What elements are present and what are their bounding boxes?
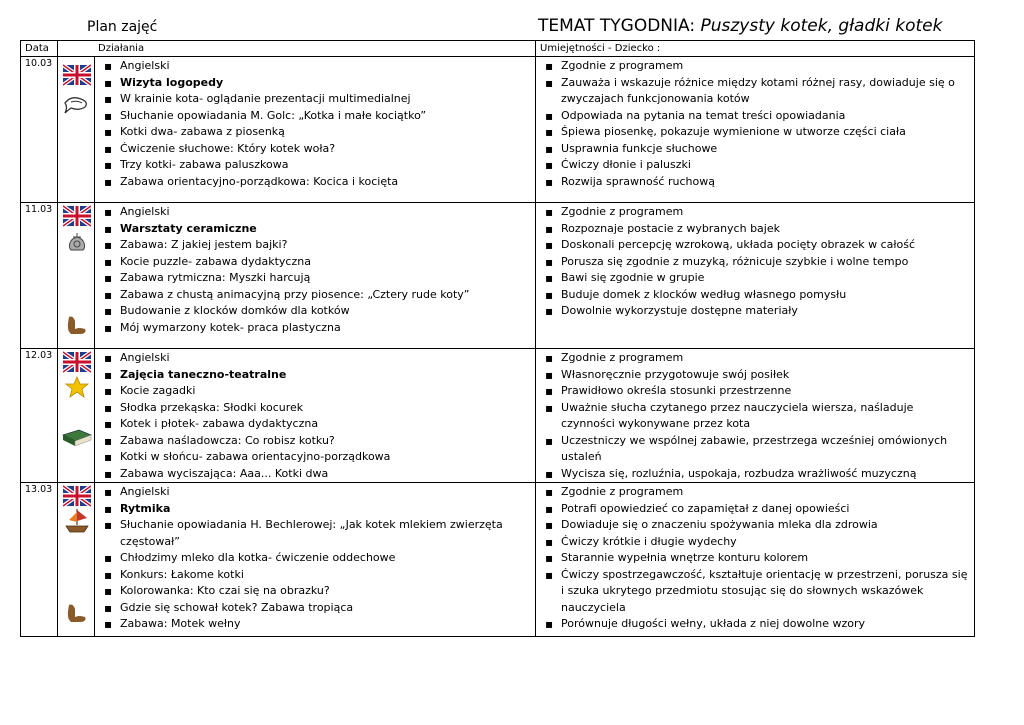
row-icons — [58, 483, 95, 637]
activity-item: ▪ Angielski — [95, 484, 535, 501]
row-icons — [58, 57, 95, 203]
skill-item: ▪ Uczestniczy we wspólnej zabawie, przestrzega wcześniej omówionych ustaleń — [536, 433, 974, 466]
activity-item: ▪ Angielski — [95, 204, 535, 221]
skill-item: ▪ Potrafi opowiedzieć co zapamiętał z danej opowieści — [536, 501, 974, 518]
activity-item: ▪ Zabawa: Motek wełny — [95, 616, 535, 633]
activity-item: ▪ Kolorowanka: Kto czai się na obrazku? — [95, 583, 535, 600]
activity-item: ▪ Zabawa z chustą animacyjną przy piosence: „Cztery rude koty” — [95, 287, 535, 304]
uk-flag-icon — [63, 64, 91, 86]
skills-cell — [536, 483, 975, 637]
activity-item: ▪ W krainie kota- oglądanie prezentacji multimedialnej — [95, 91, 535, 108]
row-date: 12.03 — [21, 349, 58, 483]
theme-prefix: TEMAT TYGODNIA: — [538, 16, 696, 36]
col-activities-header: Działania — [58, 41, 536, 57]
hand-icon — [63, 313, 91, 335]
skill-item: ▪ Doskonali percepcję wzrokową, układa pocięty obrazek w całość — [536, 237, 974, 254]
uk-flag-icon — [63, 205, 91, 227]
skill-item: ▪ Odpowiada na pytania na temat treści opowiadania — [536, 108, 974, 125]
activity-item: ▪ Kotki dwa- zabawa z piosenką — [95, 124, 535, 141]
activity-item: ▪ Kocie zagadki — [95, 383, 535, 400]
activity-item: ▪ Budowanie z klocków domków dla kotków — [95, 303, 535, 320]
skill-item: ▪ Rozwija sprawność ruchową — [536, 174, 974, 191]
skill-item: ▪ Porównuje długości wełny, układa z niej dowolne wzory — [536, 616, 974, 633]
activity-item: ▪ Kotek i płotek- zabawa dydaktyczna — [95, 416, 535, 433]
activities-cell — [95, 203, 536, 349]
uk-flag-icon — [63, 351, 91, 373]
pottery-icon — [63, 231, 91, 253]
skill-item: ▪ Buduje domek z klocków według własnego pomysłu — [536, 287, 974, 304]
activity-item: ▪ Trzy kotki- zabawa paluszkowa — [95, 157, 535, 174]
row-icons — [58, 349, 95, 483]
skill-item: ▪ Rozpoznaje postacie z wybranych bajek — [536, 221, 974, 238]
skill-item: ▪ Dowolnie wykorzystuje dostępne materiały — [536, 303, 974, 320]
row-date: 13.03 — [21, 483, 58, 637]
skill-item: ▪ Prawidłowo określa stosunki przestrzenne — [536, 383, 974, 400]
skill-item: ▪ Ćwiczy krótkie i długie wydechy — [536, 534, 974, 551]
skills-cell — [536, 349, 975, 483]
activity-item: ▪ Kocie puzzle- zabawa dydaktyczna — [95, 254, 535, 271]
activity-item: ▪ Zabawa naśladowcza: Co robisz kotku? — [95, 433, 535, 450]
table-header-row — [21, 41, 975, 57]
col-skills-header: Umiejętności - Dziecko : — [536, 41, 975, 57]
skills-cell — [536, 203, 975, 349]
activity-item: ▪ Słodka przekąska: Słodki kocurek — [95, 400, 535, 417]
row-date: 11.03 — [21, 203, 58, 349]
table-row — [21, 349, 975, 483]
activity-item: częstował” — [120, 534, 180, 548]
activity-item: ▪ Słuchanie opowiadania M. Golc: „Kotka i małe kociątko” — [95, 108, 535, 125]
activities-cell — [95, 57, 536, 203]
skill-item: ▪ Wycisza się, rozluźnia, uspokaja, rozbudza wrażliwość muzyczną — [536, 466, 974, 483]
skill-item: ▪ Własnoręcznie przygotowuje swój posiłek — [536, 367, 974, 384]
activity-item: ▪ Zabawa rytmiczna: Myszki harcują — [95, 270, 535, 287]
skill-item: ▪ Ćwiczy spostrzegawczość, kształtuje orientację w przestrzeni, porusza się i szuka ukrytego przedmiotu stosując się do słownych wskazówek nauczyciela — [536, 567, 974, 617]
skill-item: ▪ Porusza się zgodnie z muzyką, różnicuje szybkie i wolne tempo — [536, 254, 974, 271]
activity-item: ▪ Wizyta logopedy — [95, 75, 535, 92]
book-icon — [61, 427, 93, 449]
skill-item: ▪ Usprawnia funkcje słuchowe — [536, 141, 974, 158]
skill-item: ▪ Dowiaduje się o znaczeniu spożywania mleka dla zdrowia — [536, 517, 974, 534]
skills-cell — [536, 57, 975, 203]
skill-item: ▪ Starannie wypełnia wnętrze konturu kolorem — [536, 550, 974, 567]
activity-item: ▪ Zajęcia taneczno-teatralne — [95, 367, 535, 384]
activity-item: ▪ Zabawa: Z jakiej jestem bajki? — [95, 237, 535, 254]
activity-item: ▪ Angielski — [95, 350, 535, 367]
table-row — [21, 203, 975, 349]
activity-item: ▪ Kotki w słońcu- zabawa orientacyjno-porządkowa — [95, 449, 535, 466]
skill-item: ▪ Ćwiczy dłonie i paluszki — [536, 157, 974, 174]
skill-item: ▪ Zgodnie z programem — [536, 58, 974, 75]
ship-icon — [63, 507, 91, 535]
col-date-header: Data — [21, 41, 58, 57]
skill-item: ▪ Śpiewa piosenkę, pokazuje wymienione w utworze części ciała — [536, 124, 974, 141]
row-icons — [58, 203, 95, 349]
speech-therapy-icon — [63, 93, 91, 115]
plan-title: Plan zajęć — [87, 19, 158, 35]
skill-item: ▪ Bawi się zgodnie w grupie — [536, 270, 974, 287]
activities-cell — [95, 483, 536, 637]
activity-item: ▪ Konkurs: Łakome kotki — [95, 567, 535, 584]
skill-item: ▪ Zauważa i wskazuje różnice między kotami różnej rasy, dowiaduje się o zwyczajach funkcjonowania kotów — [536, 75, 974, 108]
skill-item: ▪ Zgodnie z programem — [536, 350, 974, 367]
activity-item: ▪ Zabawa orientacyjno-porządkowa: Kocica i kocięta — [95, 174, 535, 191]
activity-item: ▪ Zabawa wyciszająca: Aaa... Kotki dwa — [95, 466, 535, 483]
star-icon — [63, 376, 91, 398]
skill-item: ▪ Uważnie słucha czytanego przez nauczyciela wiersza, naśladuje czynności wykonywane przez kota — [536, 400, 974, 433]
activity-item: ▪ Ćwiczenie słuchowe: Który kotek woła? — [95, 141, 535, 158]
schedule-table — [20, 40, 975, 637]
theme-title: Puszysty kotek, gładki kotek — [700, 16, 943, 36]
skill-item: ▪ Zgodnie z programem — [536, 204, 974, 221]
activities-cell — [95, 349, 536, 483]
uk-flag-icon — [63, 485, 91, 507]
hand-icon — [63, 601, 91, 623]
activity-item: ▪ Gdzie się schował kotek? Zabawa tropiąca — [95, 600, 535, 617]
activity-item: ▪ Angielski — [95, 58, 535, 75]
activity-item: ▪ Słuchanie opowiadania H. Bechlerowej: „Jak kotek mlekiem zwierzęta — [95, 517, 535, 534]
table-row — [21, 57, 975, 203]
activity-item: ▪ Rytmika — [95, 501, 535, 518]
week-theme — [538, 16, 942, 36]
skill-item: ▪ Zgodnie z programem — [536, 484, 974, 501]
activity-item: ▪ Warsztaty ceramiczne — [95, 221, 535, 238]
table-row — [21, 483, 975, 637]
activity-item: ▪ Chłodzimy mleko dla kotka- ćwiczenie oddechowe — [95, 550, 535, 567]
activity-item: ▪ Mój wymarzony kotek- praca plastyczna — [95, 320, 535, 337]
row-date: 10.03 — [21, 57, 58, 203]
